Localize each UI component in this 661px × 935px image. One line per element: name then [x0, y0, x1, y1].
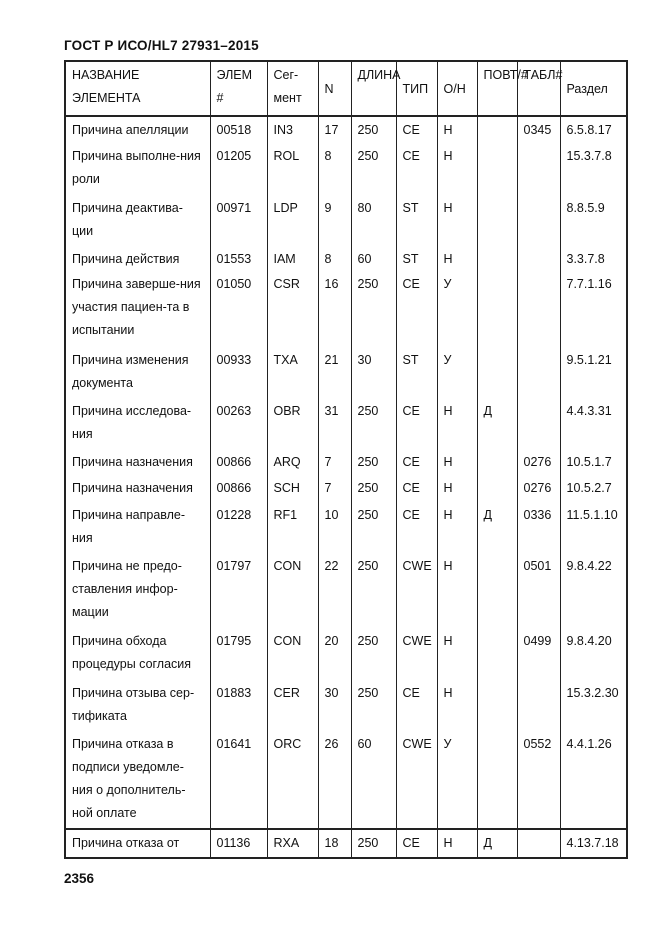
cell-req: Н	[437, 195, 477, 246]
cell-length: 250	[351, 475, 396, 501]
cell-length: 250	[351, 829, 396, 858]
cell-name: Причина отказа от	[65, 829, 210, 858]
cell-req: Н	[437, 475, 477, 501]
cell-length: 250	[351, 680, 396, 731]
cell-section: 9.8.4.22	[560, 553, 627, 629]
cell-length: 250	[351, 271, 396, 347]
cell-repeat: Д	[477, 398, 517, 449]
cell-type: CWE	[396, 553, 437, 629]
cell-section: 11.5.1.10	[560, 502, 627, 553]
column-header-n: N	[318, 61, 351, 116]
cell-name: Причина исследова-ния	[65, 398, 210, 449]
cell-req: Н	[437, 116, 477, 143]
table-row	[65, 398, 627, 449]
cell-length: 60	[351, 246, 396, 271]
cell-type: ST	[396, 347, 437, 398]
cell-length: 250	[351, 449, 396, 475]
cell-repeat	[477, 195, 517, 246]
column-header-table: ТАБЛ#	[517, 61, 560, 116]
cell-table	[517, 347, 560, 398]
cell-table: 0552	[517, 731, 560, 829]
cell-segment: CSR	[267, 271, 318, 347]
cell-segment: RF1	[267, 502, 318, 553]
cell-section: 6.5.8.17	[560, 116, 627, 143]
cell-elem: 01641	[210, 731, 267, 829]
cell-type: CE	[396, 502, 437, 553]
cell-table: 0345	[517, 116, 560, 143]
cell-table	[517, 829, 560, 858]
table-row	[65, 449, 627, 475]
cell-table: 0276	[517, 449, 560, 475]
cell-elem: 01883	[210, 680, 267, 731]
cell-section: 3.3.7.8	[560, 246, 627, 271]
cell-name: Причина изменения документа	[65, 347, 210, 398]
cell-elem: 00263	[210, 398, 267, 449]
cell-n: 16	[318, 271, 351, 347]
cell-section: 15.3.7.8	[560, 143, 627, 194]
cell-repeat	[477, 553, 517, 629]
cell-name: Причина деактива-ции	[65, 195, 210, 246]
cell-n: 21	[318, 347, 351, 398]
cell-elem: 00518	[210, 116, 267, 143]
cell-table	[517, 271, 560, 347]
table-row	[65, 731, 627, 829]
cell-req: У	[437, 347, 477, 398]
cell-elem: 00933	[210, 347, 267, 398]
cell-section: 10.5.1.7	[560, 449, 627, 475]
cell-segment: CER	[267, 680, 318, 731]
cell-req: Н	[437, 246, 477, 271]
cell-segment: ORC	[267, 731, 318, 829]
cell-n: 31	[318, 398, 351, 449]
cell-segment: SCH	[267, 475, 318, 501]
cell-section: 7.7.1.16	[560, 271, 627, 347]
cell-name: Причина не предо-ставления инфор-мации	[65, 553, 210, 629]
table-row	[65, 553, 627, 629]
cell-table	[517, 143, 560, 194]
cell-req: У	[437, 731, 477, 829]
cell-n: 20	[318, 628, 351, 679]
column-header-required: О/Н	[437, 61, 477, 116]
cell-section: 10.5.2.7	[560, 475, 627, 501]
column-header-elem: ЭЛЕМ #	[210, 61, 267, 116]
cell-type: ST	[396, 195, 437, 246]
cell-n: 9	[318, 195, 351, 246]
cell-req: Н	[437, 449, 477, 475]
cell-elem: 01136	[210, 829, 267, 858]
cell-type: CE	[396, 829, 437, 858]
cell-elem: 01228	[210, 502, 267, 553]
cell-name: Причина действия	[65, 246, 210, 271]
cell-type: CE	[396, 116, 437, 143]
cell-name: Причина назначения	[65, 449, 210, 475]
cell-repeat: Д	[477, 502, 517, 553]
cell-repeat	[477, 449, 517, 475]
table-header-row	[65, 61, 627, 116]
cell-section: 8.8.5.9	[560, 195, 627, 246]
cell-table: 0336	[517, 502, 560, 553]
cell-section: 4.4.1.26	[560, 731, 627, 829]
cell-repeat	[477, 347, 517, 398]
cell-segment: LDP	[267, 195, 318, 246]
cell-n: 26	[318, 731, 351, 829]
cell-repeat	[477, 628, 517, 679]
cell-name: Причина назначения	[65, 475, 210, 501]
cell-elem: 01205	[210, 143, 267, 194]
table-row	[65, 116, 627, 143]
cell-table: 0276	[517, 475, 560, 501]
cell-length: 30	[351, 347, 396, 398]
cell-length: 250	[351, 398, 396, 449]
table-row	[65, 195, 627, 246]
cell-req: Н	[437, 143, 477, 194]
cell-repeat	[477, 246, 517, 271]
cell-repeat	[477, 271, 517, 347]
cell-req: Н	[437, 398, 477, 449]
column-header-segment: Сег-мент	[267, 61, 318, 116]
column-header-length: ДЛИНА	[351, 61, 396, 116]
cell-table	[517, 680, 560, 731]
cell-n: 17	[318, 116, 351, 143]
cell-req: Н	[437, 553, 477, 629]
cell-n: 7	[318, 475, 351, 501]
cell-name: Причина обхода процедуры согласия	[65, 628, 210, 679]
document-header: ГОСТ Р ИСО/HL7 27931–2015	[64, 38, 259, 53]
table-row	[65, 680, 627, 731]
column-header-repeat: ПОВТ/#	[477, 61, 517, 116]
cell-length: 250	[351, 628, 396, 679]
element-table	[64, 60, 628, 859]
cell-elem: 01795	[210, 628, 267, 679]
cell-name: Причина апелляции	[65, 116, 210, 143]
cell-n: 8	[318, 246, 351, 271]
cell-segment: RXA	[267, 829, 318, 858]
cell-type: CE	[396, 271, 437, 347]
cell-elem: 00971	[210, 195, 267, 246]
cell-repeat	[477, 475, 517, 501]
table-row	[65, 271, 627, 347]
cell-type: CE	[396, 449, 437, 475]
cell-repeat	[477, 116, 517, 143]
cell-n: 30	[318, 680, 351, 731]
table-row	[65, 475, 627, 501]
table-row	[65, 829, 627, 858]
cell-n: 18	[318, 829, 351, 858]
cell-req: У	[437, 271, 477, 347]
cell-type: CE	[396, 398, 437, 449]
cell-name: Причина отзыва сер-тификата	[65, 680, 210, 731]
cell-repeat	[477, 731, 517, 829]
cell-n: 8	[318, 143, 351, 194]
cell-type: CE	[396, 475, 437, 501]
cell-elem: 01050	[210, 271, 267, 347]
cell-section: 4.13.7.18	[560, 829, 627, 858]
column-header-section: Раздел	[560, 61, 627, 116]
cell-req: Н	[437, 628, 477, 679]
cell-table: 0499	[517, 628, 560, 679]
cell-name: Причина заверше-ния участия пациен-та в испытании	[65, 271, 210, 347]
cell-n: 22	[318, 553, 351, 629]
cell-segment: OBR	[267, 398, 318, 449]
cell-segment: ARQ	[267, 449, 318, 475]
cell-table	[517, 195, 560, 246]
cell-table	[517, 246, 560, 271]
cell-n: 10	[318, 502, 351, 553]
cell-elem: 01553	[210, 246, 267, 271]
cell-n: 7	[318, 449, 351, 475]
cell-table	[517, 398, 560, 449]
cell-name: Причина выполне-ния роли	[65, 143, 210, 194]
cell-section: 9.8.4.20	[560, 628, 627, 679]
table-row	[65, 628, 627, 679]
cell-name: Причина отказа в подписи уведомле-ния о дополнитель-ной оплате	[65, 731, 210, 829]
cell-repeat	[477, 143, 517, 194]
cell-length: 250	[351, 143, 396, 194]
cell-req: Н	[437, 829, 477, 858]
cell-segment: TXA	[267, 347, 318, 398]
cell-length: 250	[351, 116, 396, 143]
cell-length: 250	[351, 553, 396, 629]
page-number: 2356	[64, 871, 95, 886]
table-row	[65, 246, 627, 271]
cell-elem: 01797	[210, 553, 267, 629]
cell-name: Причина направле-ния	[65, 502, 210, 553]
cell-section: 9.5.1.21	[560, 347, 627, 398]
cell-type: CE	[396, 680, 437, 731]
cell-length: 250	[351, 502, 396, 553]
cell-segment: CON	[267, 553, 318, 629]
cell-length: 80	[351, 195, 396, 246]
cell-length: 60	[351, 731, 396, 829]
cell-segment: IAM	[267, 246, 318, 271]
cell-type: CWE	[396, 731, 437, 829]
cell-segment: ROL	[267, 143, 318, 194]
cell-req: Н	[437, 680, 477, 731]
cell-segment: CON	[267, 628, 318, 679]
cell-table: 0501	[517, 553, 560, 629]
cell-repeat	[477, 680, 517, 731]
table-row	[65, 502, 627, 553]
cell-segment: IN3	[267, 116, 318, 143]
column-header-type: ТИП	[396, 61, 437, 116]
cell-elem: 00866	[210, 475, 267, 501]
cell-req: Н	[437, 502, 477, 553]
table-row	[65, 143, 627, 194]
cell-repeat: Д	[477, 829, 517, 858]
column-header-name: НАЗВАНИЕ ЭЛЕМЕНТА	[65, 61, 210, 116]
table-row	[65, 347, 627, 398]
cell-type: ST	[396, 246, 437, 271]
cell-type: CWE	[396, 628, 437, 679]
cell-type: CE	[396, 143, 437, 194]
cell-section: 15.3.2.30	[560, 680, 627, 731]
cell-elem: 00866	[210, 449, 267, 475]
cell-section: 4.4.3.31	[560, 398, 627, 449]
